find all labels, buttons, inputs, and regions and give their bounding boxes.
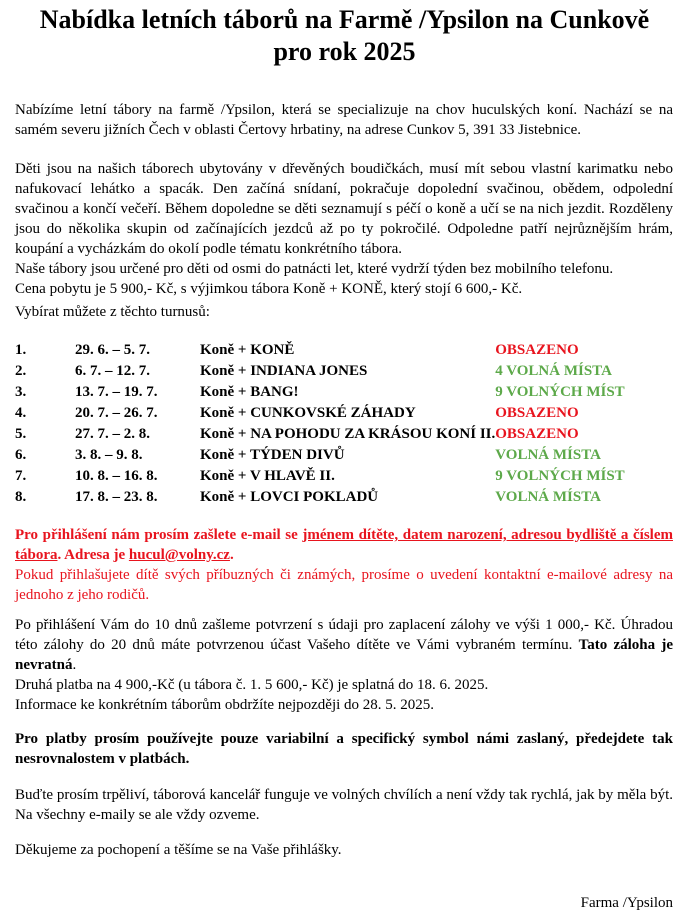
patience-note: Buďte prosím trpěliví, táborová kancelář funguje ve volných chvílích a není vždy tak rychlá, jak by měla být. Na všechny e-maily se ale vždy ozveme. <box>15 787 673 823</box>
payment-info-line: Informace ke konkrétním táborům obdržíte nejpozději do 28. 5. 2025. <box>15 697 435 713</box>
term-status: OBSAZENO <box>495 426 579 442</box>
term-row <box>15 466 675 487</box>
term-name: Koně + KONĚ <box>200 342 295 358</box>
signature: Farma /Ypsilon <box>580 895 673 911</box>
term-status: OBSAZENO <box>495 342 579 358</box>
term-name: Koně + NA POHODU ZA KRÁSOU KONÍ II. <box>200 426 496 442</box>
signup-lead: Pro přihlášení nám prosím zašlete e-mail se <box>15 527 303 543</box>
payment-second-line: Druhá platba na 4 900,-Kč (u tábora č. 1. 5 600,- Kč) je splatná do 18. 6. 2025. <box>15 677 489 693</box>
term-status: OBSAZENO <box>495 405 579 421</box>
accommodation-paragraph: Děti jsou na našich táborech ubytovány v dřevěných boudičkách, musí mít sebou vlastní karimatku nebo nafukovací lehátko a spacák. Den začíná snídaní, pokračuje dopolední svačinou, obědem, odpolední svačinou a končí večeří. Během dopoledne se děti seznamují s péčí o koně a učí se na nich jezdit. Rozděleny jsou do několika skupin od začínajících jezdců až po ty pokročilé. Odpoledne patří nejrůznějším hrám, koupání a vycházkám do okolí podle tématu konkrétního tábora. <box>15 161 673 257</box>
term-status: 4 VOLNÁ MÍSTA <box>495 363 612 379</box>
signup-email-link[interactable]: hucul@volny.cz <box>128 547 230 563</box>
term-dates: 6. 7. – 12. 7. <box>75 363 150 379</box>
signup-relatives-note: Pokud přihlašujete dítě svých příbuzných či známých, prosíme o uvedení kontaktní e-mailové adresy na jednoho z jeho rodičů. <box>15 567 673 603</box>
term-number: 7. <box>15 468 27 484</box>
signup-instructions <box>15 527 673 563</box>
term-row <box>15 340 675 361</box>
term-status: 9 VOLNÝCH MÍST <box>495 384 625 400</box>
payment-confirmation <box>15 615 673 675</box>
term-row <box>15 445 675 466</box>
signup-required-fields: jménem dítěte, datem narození, adresou bydliště a číslem tábora <box>15 527 673 563</box>
payment-section <box>15 615 673 715</box>
term-number: 4. <box>15 405 27 421</box>
terms-table <box>15 340 675 508</box>
term-number: 8. <box>15 489 27 505</box>
term-number: 1. <box>15 342 27 358</box>
payment-symbol-note: Pro platby prosím používejte pouze variabilní a specifický symbol námi zaslaný, předejdete tak nesrovnalostem v platbách. <box>15 731 673 767</box>
price-line: Cena pobytu je 5 900,- Kč, s výjimkou tábora Koně + KONĚ, který stojí 6 600,- Kč. <box>15 281 523 297</box>
term-row <box>15 382 675 403</box>
term-status: VOLNÁ MÍSTA <box>495 447 601 463</box>
term-dates: 13. 7. – 19. 7. <box>75 384 158 400</box>
page-title <box>0 4 689 68</box>
intro-paragraph: Nabízíme letní tábory na farmě /Ypsilon, která se specializuje na chov huculských koní. Nachází se na samém severu jižních Čech v oblasti Čertovy hrbatiny, na adrese Cunkov 5, 391 33 Jistebnice. <box>15 102 673 138</box>
signup-address-lead: . Adresa je <box>57 547 129 563</box>
term-name: Koně + CUNKOVSKÉ ZÁHADY <box>200 405 416 421</box>
term-number: 6. <box>15 447 27 463</box>
term-name: Koně + V HLAVĚ II. <box>200 468 335 484</box>
term-row <box>15 361 675 382</box>
term-dates: 27. 7. – 2. 8. <box>75 426 150 442</box>
payment-confirmation-text: Po přihlášení Vám do 10 dnů zašleme potvrzení s údaji pro zaplacení zálohy ve výši 1 000,- Kč. Úhradou této zálohy do 20 dnů máte potvrzenou účast Vašeho dítěte ve Vámi vybraném termínu. <box>15 617 673 653</box>
term-row <box>15 487 675 508</box>
accommodation-section <box>15 159 673 299</box>
term-number: 5. <box>15 426 27 442</box>
ages-line: Naše tábory jsou určené pro děti od osmi do patnácti let, které vydrží týden bez mobilního telefonu. <box>15 261 614 277</box>
term-number: 3. <box>15 384 27 400</box>
term-number: 2. <box>15 363 27 379</box>
term-name: Koně + BANG! <box>200 384 299 400</box>
page-title-line-2: pro rok 2025 <box>273 37 416 66</box>
term-dates: 20. 7. – 26. 7. <box>75 405 158 421</box>
payment-nonrefundable: Tato záloha je nevratná <box>15 637 673 673</box>
term-status: VOLNÁ MÍSTA <box>495 489 601 505</box>
term-name: Koně + LOVCI POKLADŮ <box>200 489 379 505</box>
thanks-note: Děkujeme za pochopení a těšíme se na Vaše přihlášky. <box>15 842 342 858</box>
page-title-line-1: Nabídka letních táborů na Farmě /Ypsilon na Cunkově <box>39 5 650 34</box>
payment-nonrefundable-end: . <box>72 657 77 673</box>
term-row <box>15 424 675 445</box>
term-name: Koně + INDIANA JONES <box>200 363 368 379</box>
choose-label: Vybírat můžete z těchto turnusů: <box>15 304 210 320</box>
signup-section <box>15 525 673 605</box>
term-dates: 17. 8. – 23. 8. <box>75 489 158 505</box>
signup-end: . <box>229 547 234 563</box>
term-name: Koně + TÝDEN DIVŮ <box>200 447 345 463</box>
term-dates: 3. 8. – 9. 8. <box>75 447 143 463</box>
term-dates: 29. 6. – 5. 7. <box>75 342 150 358</box>
term-status: 9 VOLNÝCH MÍST <box>495 468 625 484</box>
term-dates: 10. 8. – 16. 8. <box>75 468 158 484</box>
term-row <box>15 403 675 424</box>
